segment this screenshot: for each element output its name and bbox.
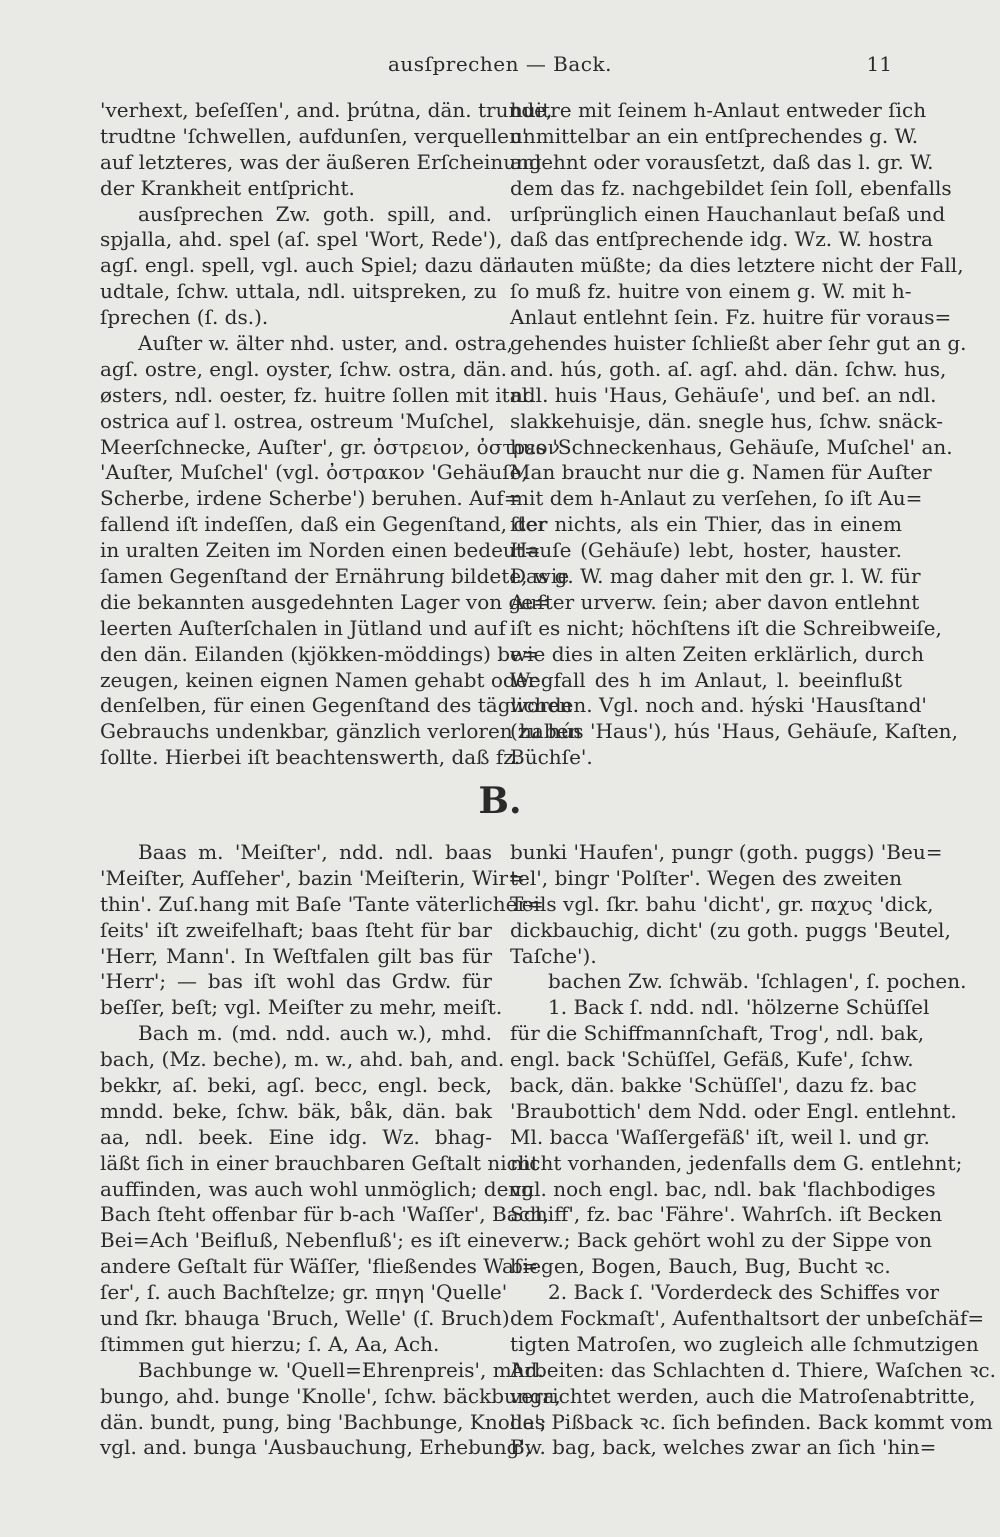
text-line: läßt ſich in einer brauchbaren Geſtalt nicht bbox=[100, 1150, 539, 1175]
text-line: spjalla, ahd. spel (aſ. spel 'Wort, Rede'), bbox=[100, 227, 503, 252]
text-line: huitre mit ſeinem h-Anlaut entweder ſich bbox=[510, 98, 927, 122]
text-line: Bachbunge w. 'Quell=Ehrenpreis', mhd. bbox=[138, 1357, 544, 1382]
text-line: mit dem h-Anlaut zu verſehen, ſo iſt Au= bbox=[510, 486, 923, 511]
text-line: dem das fz. nachgebildet ſein ſoll, ebenfalls bbox=[510, 175, 952, 200]
text-line: beſſer, beſt; vgl. Meiſter zu mehr, meiſt. bbox=[100, 995, 503, 1020]
text-line: ſamen Gegenſtand der Ernährung bildete, wie bbox=[100, 564, 570, 589]
text-line: bungo, ahd. bunge 'Knolle', ſchw. bäckbunga, bbox=[100, 1383, 561, 1408]
text-line: unmittelbar an ein entſprechendes g. W. bbox=[510, 123, 919, 148]
text-line: Anlaut entlehnt ſein. Fz. huitre für voraus= bbox=[510, 305, 952, 330]
text-line: aa, ndl. beek. Eine idg. Wz. bhag- bbox=[100, 1124, 492, 1149]
running-head: ausſprechen — Back. bbox=[388, 52, 612, 76]
text-line: slakkehuisje, dän. snegle hus, ſchw. snäck- bbox=[510, 408, 944, 433]
text-line: fallend iſt indeſſen, daß ein Gegenſtand, der bbox=[100, 512, 548, 537]
text-line: ſprechen (ſ. ds.). bbox=[100, 305, 269, 330]
column-bottom-right bbox=[510, 840, 996, 1461]
text-line: ſer', ſ. auch Bachſtelze; gr. πηγη 'Quelle' bbox=[100, 1280, 508, 1305]
text-line: worden. Vgl. noch and. hýski 'Hausſtand' bbox=[510, 693, 927, 718]
text-line: denſelben, für einen Gegenſtand des täglichen bbox=[100, 693, 573, 718]
text-line: für die Schiffmannſchaft, Trog', ndl. bak, bbox=[510, 1021, 925, 1046]
text-line: auf letzteres, was der äußeren Erſcheinung bbox=[100, 149, 542, 174]
text-line: und ſkr. bhauga 'Bruch, Welle' (ſ. Bruch) bbox=[100, 1306, 510, 1331]
text-line: hus 'Schneckenhaus, Gehäuſe, Muſchel' an. bbox=[510, 434, 953, 459]
text-line: vgl. noch engl. bac, ndl. bak 'flachbodiges bbox=[510, 1176, 936, 1201]
text-line: Das g. W. mag daher mit den gr. l. W. für bbox=[510, 564, 921, 589]
text-line: Meerſchnecke, Auſter', gr. ὀστρειον, ὀστρεον bbox=[100, 434, 560, 459]
text-line: Ml. bacca 'Waſſergefäß' iſt, weil l. und gr. bbox=[510, 1124, 930, 1149]
text-line: agſ. ostre, engl. oyster, ſchw. ostra, dän. bbox=[100, 356, 507, 381]
text-line: 2. Back ſ. 'Vorderdeck des Schiffes vor bbox=[548, 1280, 940, 1305]
text-line: 'Meiſter, Aufſeher', bazin 'Meiſterin, Wir= bbox=[100, 865, 525, 890]
text-line: ausſprechen Zw. goth. spill, and. bbox=[138, 201, 492, 226]
text-line: wie dies in alten Zeiten erklärlich, durch bbox=[510, 641, 924, 666]
text-line: Büchſe'. bbox=[510, 745, 593, 770]
text-line: andere Geſtalt für Wäſſer, 'fließendes Waſ= bbox=[100, 1254, 539, 1279]
text-line: in uralten Zeiten im Norden einen bedeut= bbox=[100, 538, 541, 563]
text-line: mndd. beke, ſchw. bäk, båk, dän. bak bbox=[100, 1098, 492, 1123]
text-line: Bach ſteht offenbar für b-ach 'Waſſer', Bach, bbox=[100, 1202, 550, 1227]
text-line: agſ. engl. spell, vgl. auch Spiel; dazu dän. bbox=[100, 253, 524, 278]
text-line: lauten müßte; da dies letztere nicht der Fall, bbox=[510, 253, 964, 278]
text-line: Arbeiten: das Schlachten d. Thiere, Waſchen ꝛc. bbox=[510, 1357, 996, 1382]
text-line: das Pißback ꝛc. ſich befinden. Back kommt vom bbox=[510, 1409, 993, 1434]
text-line: ſeits' iſt zweifelhaft; baas ſteht für bar bbox=[100, 917, 492, 942]
text-line: biegen, Bogen, Bauch, Bug, Bucht ꝛc. bbox=[510, 1254, 891, 1279]
page-number: 11 bbox=[866, 52, 892, 76]
text-line: trudtne 'ſchwellen, aufdunſen, verquellen' bbox=[100, 123, 528, 148]
section-letter: B. bbox=[478, 780, 522, 822]
text-line: Taſche'). bbox=[510, 943, 597, 968]
text-line: verrichtet werden, auch die Matroſenabtritte, bbox=[510, 1383, 976, 1408]
text-line: Schiff', fz. bac 'Fähre'. Wahrſch. iſt Becken bbox=[510, 1202, 943, 1227]
text-line: 'Herr, Mann'. In Weſtfalen gilt bas für bbox=[100, 943, 492, 968]
text-line: den dän. Eilanden (kjökken-möddings) be= bbox=[100, 641, 539, 666]
text-line: vgl. and. bunga 'Ausbauchung, Erhebung', bbox=[100, 1435, 532, 1460]
text-line: and. hús, goth. aſ. agſ. ahd. dän. ſchw. hus, bbox=[510, 356, 947, 381]
text-line: ſter nichts, als ein Thier, das in einem bbox=[510, 512, 902, 537]
text-line: Auſter w. älter nhd. uster, and. ostra, bbox=[138, 331, 513, 356]
text-line: urſprünglich einen Hauchanlaut beſaß und bbox=[510, 201, 946, 226]
text-line: Wegfall des h im Anlaut, l. beeinflußt bbox=[510, 667, 902, 692]
text-line: dickbauchig, dicht' (zu goth. puggs 'Beutel, bbox=[510, 917, 951, 942]
column-top-right bbox=[510, 98, 967, 771]
text-line: zeugen, keinen eignen Namen gehabt oder bbox=[100, 667, 538, 692]
text-line: auffinden, was auch wohl unmöglich; denn bbox=[100, 1176, 535, 1201]
text-line: Baas m. 'Meiſter', ndd. ndl. baas bbox=[138, 840, 492, 864]
text-line: 1. Back ſ. ndd. ndl. 'hölzerne Schüſſel bbox=[548, 995, 930, 1020]
text-line: bach, (Mz. beche), m. w., ahd. bah, and. bbox=[100, 1047, 505, 1072]
text-line: ostrica auf l. ostrea, ostreum 'Muſchel, bbox=[100, 408, 495, 433]
text-line: leerten Auſterſchalen in Jütland und auf bbox=[100, 615, 506, 640]
text-line: ndl. huis 'Haus, Gehäuſe', und beſ. an ndl. bbox=[510, 382, 937, 407]
text-line: bunki 'Haufen', pungr (goth. puggs) 'Beu= bbox=[510, 840, 943, 864]
text-line: verw.; Back gehört wohl zu der Sippe von bbox=[510, 1228, 932, 1253]
text-line: nicht vorhanden, jedenfalls dem G. entlehnt; bbox=[510, 1150, 963, 1175]
text-line: thin'. Zuſ.hang mit Baſe 'Tante väterlicher= bbox=[100, 891, 544, 916]
text-line: Auſter urverw. ſein; aber davon entlehnt bbox=[510, 589, 920, 614]
text-line: 'Auſter, Muſchel' (vgl. ὀστρακον 'Gehäuſe, bbox=[100, 460, 528, 485]
text-line: dän. bundt, pung, bing 'Bachbunge, Knolle'; bbox=[100, 1409, 547, 1434]
text-line: ſtimmen gut hierzu; ſ. A, Aa, Ach. bbox=[100, 1331, 440, 1356]
text-line: bachen Zw. ſchwäb. 'ſchlagen', ſ. pochen. bbox=[548, 969, 967, 994]
text-line: ſo muß fz. huitre von einem g. W. mit h- bbox=[510, 279, 912, 304]
text-line: udtale, ſchw. uttala, ndl. uitspreken, zu bbox=[100, 279, 497, 304]
text-line: Scherbe, irdene Scherbe') beruhen. Auf= bbox=[100, 486, 521, 511]
text-line: der Krankheit entſpricht. bbox=[100, 175, 355, 200]
text-line: Gebrauchs undenkbar, gänzlich verloren haben bbox=[100, 719, 582, 744]
text-line: Man braucht nur die g. Namen für Auſter bbox=[510, 460, 932, 485]
text-line: tel', bingr 'Polſter'. Wegen des zweiten bbox=[510, 865, 902, 890]
text-line: 'Braubottich' dem Ndd. oder Engl. entlehnt. bbox=[510, 1098, 957, 1123]
text-line: Bei=Ach 'Beifluß, Nebenfluß'; es iſt eine bbox=[100, 1228, 510, 1253]
text-line: Bach m. (md. ndd. auch w.), mhd. bbox=[138, 1021, 492, 1046]
text-line: tigten Matroſen, wo zugleich alle ſchmutzigen bbox=[510, 1331, 979, 1356]
text-line: (zu hús 'Haus'), hús 'Haus, Gehäuſe, Kaſten, bbox=[510, 719, 958, 744]
text-line: daß das entſprechende idg. Wz. W. hostra bbox=[510, 227, 933, 252]
text-line: bekkr, aſ. beki, agſ. becc, engl. beck, bbox=[100, 1073, 492, 1098]
text-line: Bw. bag, back, welches zwar an ſich 'hin= bbox=[510, 1435, 937, 1460]
text-line: dem Fockmaſt', Aufenthaltsort der unbeſchäf= bbox=[510, 1306, 985, 1331]
text-line: Hauſe (Gehäuſe) lebt, hoster, hauster. bbox=[510, 538, 902, 563]
text-line: iſt es nicht; höchſtens iſt die Schreibweiſe, bbox=[510, 615, 942, 640]
text-line: anlehnt oder vorausſetzt, daß das l. gr. W. bbox=[510, 149, 934, 174]
text-line: back, dän. bakke 'Schüſſel', dazu fz. bac bbox=[510, 1073, 917, 1098]
text-line: engl. back 'Schüſſel, Gefäß, Kufe', ſchw. bbox=[510, 1047, 914, 1072]
text-line: 'Herr'; — bas iſt wohl das Grdw. für bbox=[100, 969, 492, 994]
text-line: ſollte. Hierbei iſt beachtenswerth, daß fz. bbox=[100, 745, 521, 770]
text-line: 'verhext, beſeſſen', and. þrútna, dän. trunde, bbox=[100, 98, 553, 122]
text-line: die bekannten ausgedehnten Lager von ge= bbox=[100, 589, 550, 614]
text-line: Teils vgl. ſkr. bahu 'dicht', gr. παχυς 'dick, bbox=[510, 891, 934, 916]
text-line: gehendes huister ſchließt aber ſehr gut an g. bbox=[510, 331, 967, 356]
text-line: østers, ndl. oester, fz. huitre ſollen mit ital. bbox=[100, 382, 535, 407]
